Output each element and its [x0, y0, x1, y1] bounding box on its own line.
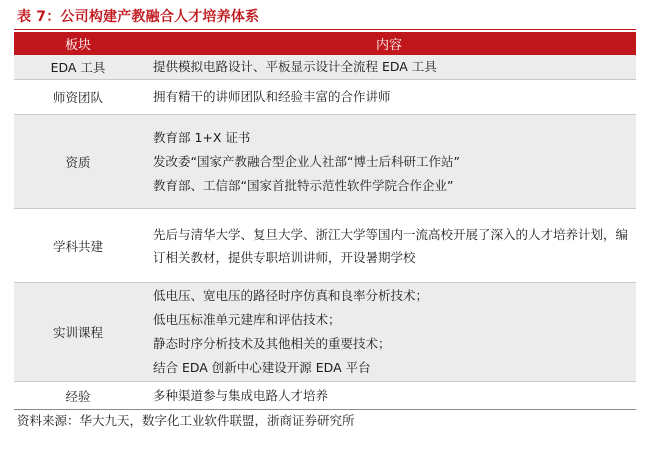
content-cell — [142, 209, 636, 283]
table-row-teachers — [14, 80, 636, 115]
table-row-training-courses — [14, 283, 636, 382]
table-row-experience — [14, 382, 636, 410]
title-divider — [14, 29, 636, 30]
sector-cell: 学科共建 — [14, 209, 142, 283]
content-cell — [142, 283, 636, 382]
content-line: 教育部、工信部“国家首批特示范性软件学院合作企业” — [153, 177, 454, 193]
source-note: 资料来源：华大九天，数字化工业软件联盟，浙商证券研究所 — [17, 413, 355, 428]
content-line: 多种渠道参与集成电路人才培养 — [153, 387, 329, 403]
content-line: 结合 EDA 创新中心建设开源 EDA 平台 — [153, 360, 371, 375]
table-title: 表 7：公司构建产教融合人才培养体系 — [17, 9, 260, 25]
content-line: 低电压标准单元建库和评估技术； — [153, 312, 341, 327]
sector-cell: 经验 — [14, 382, 142, 410]
table-row-eda-tools — [14, 55, 636, 80]
content-cell — [142, 115, 636, 209]
content-line: 发改委“国家产教融合型企业人社部“博士后科研工作站” — [153, 153, 460, 169]
content-cell — [142, 382, 636, 410]
talent-system-table — [14, 32, 636, 410]
content-line: 拥有精干的讲师团队和经验丰富的合作讲师 — [153, 89, 391, 104]
sector-cell: 师资团队 — [14, 80, 142, 115]
table-header-row — [14, 32, 636, 55]
content-line: 低电压、宽电压的路径时序仿真和良率分析技术； — [153, 288, 429, 303]
header-sector: 板块 — [14, 32, 142, 55]
header-content: 内容 — [142, 32, 636, 55]
sector-cell: 实训课程 — [14, 283, 142, 382]
content-cell — [142, 80, 636, 115]
content-line: 静态时序分析技术及其他相关的重要技术； — [153, 336, 391, 351]
content-cell — [142, 55, 636, 80]
content-line: 提供模拟电路设计、平板显示设计全流程 EDA 工具 — [153, 59, 437, 74]
sector-cell: EDA 工具 — [14, 55, 142, 80]
sector-cell: 资质 — [14, 115, 142, 209]
table-row-qualifications — [14, 115, 636, 209]
table-row-co-building — [14, 209, 636, 283]
content-line: 教育部 1+X 证书 — [153, 129, 251, 145]
content-line: 先后与清华大学、复旦大学、浙江大学等国内一流高校开展了深入的人才培养计划，编订相关教材，提供专职培训讲师，开设暑期学校 — [153, 226, 629, 265]
